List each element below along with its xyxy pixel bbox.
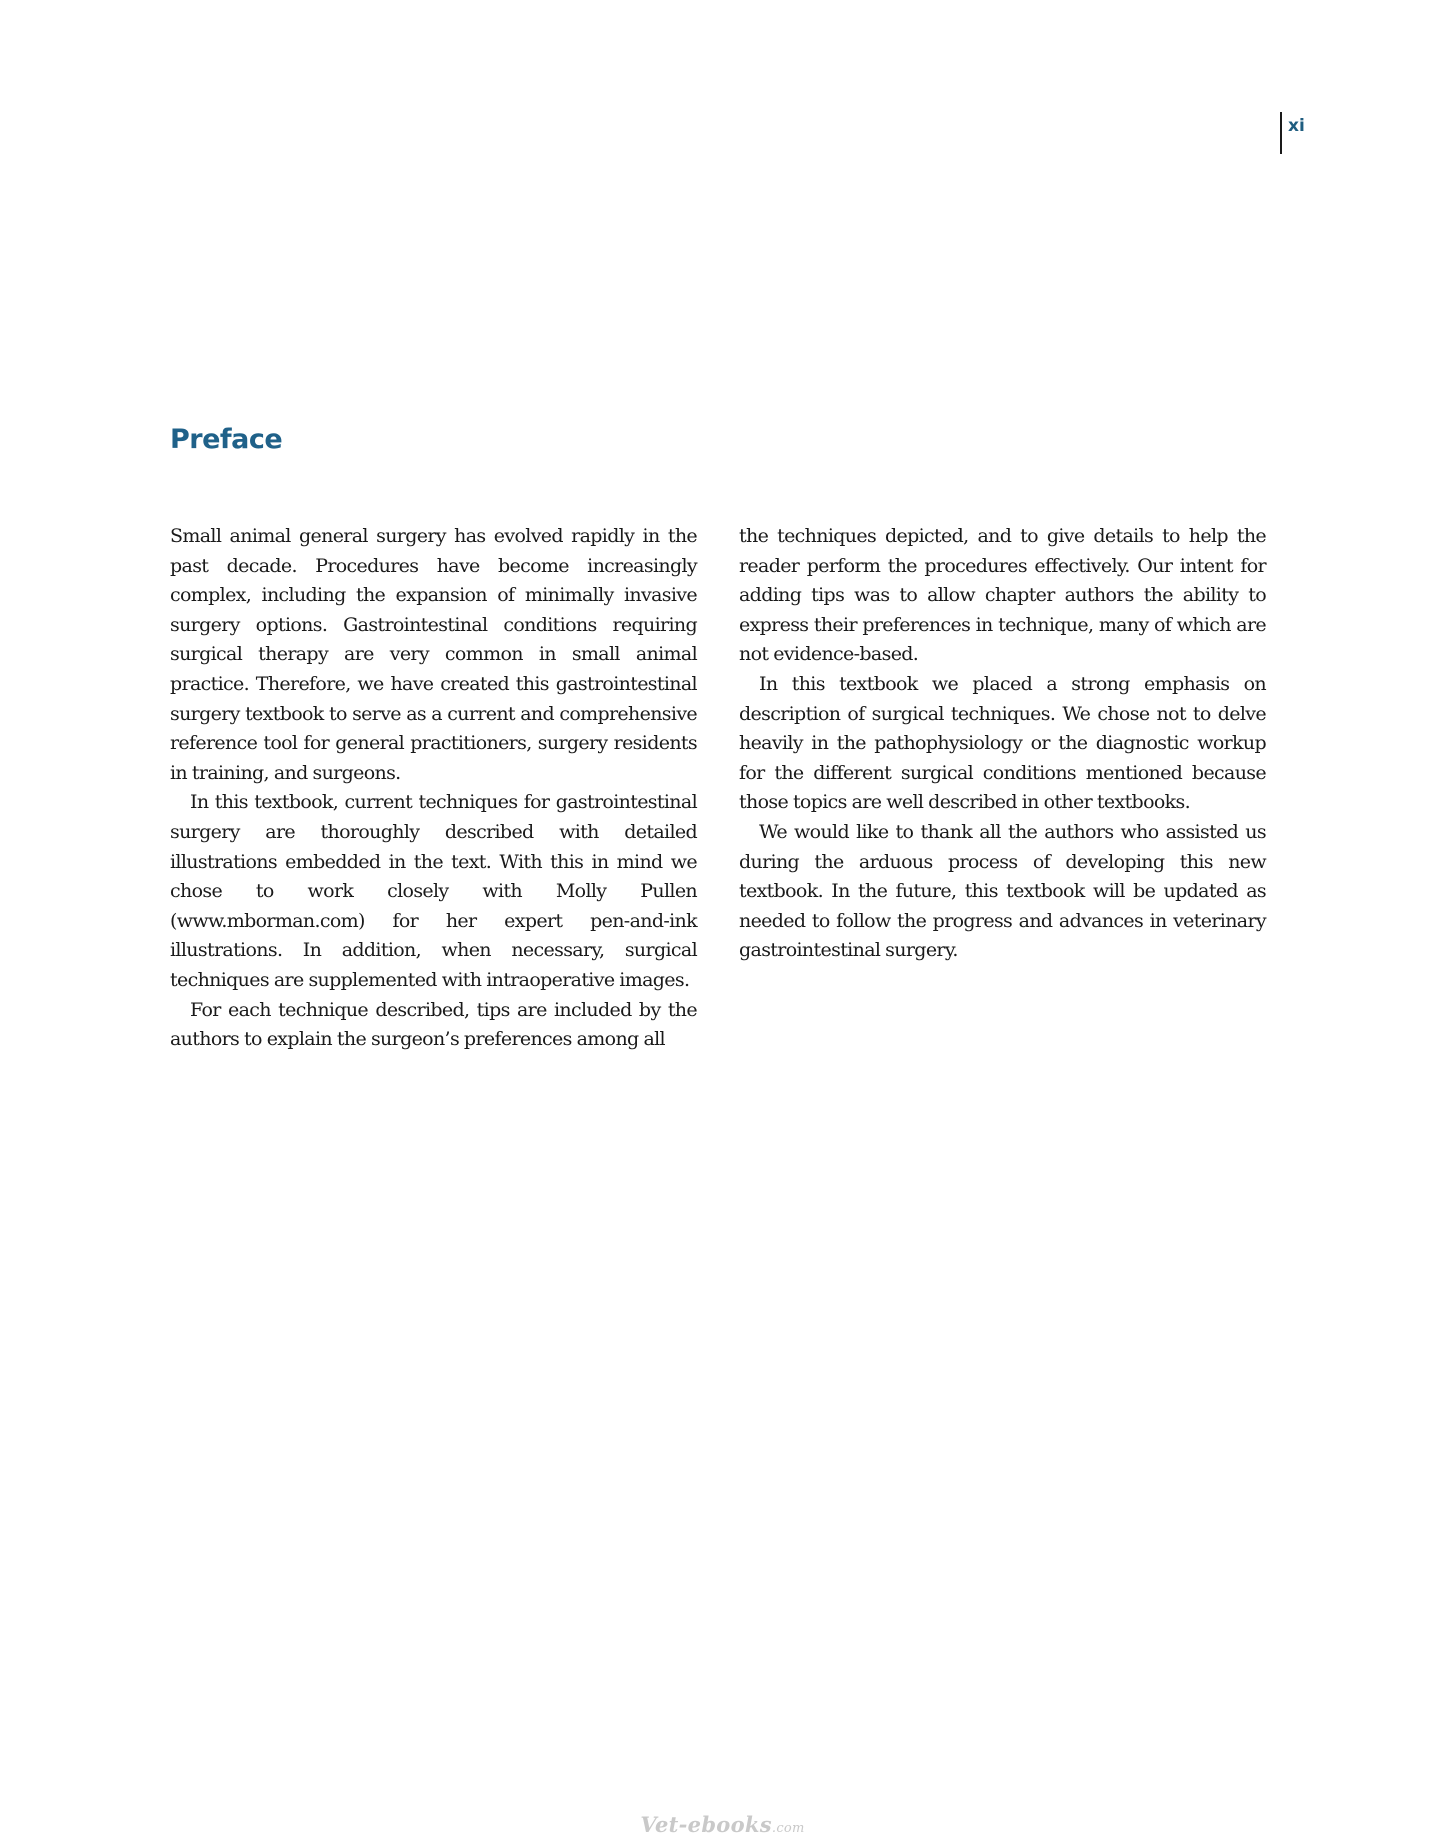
left-column: [170, 522, 697, 1055]
page-number: xi: [1288, 116, 1305, 136]
page-number-rule: [1280, 112, 1282, 154]
paragraph-left-3: For each technique described, tips are included by the authors to explain the surgeon’s preferences among all: [170, 998, 697, 1051]
watermark-logo: [0, 1812, 1445, 1837]
watermark-suffix: .com: [771, 1821, 805, 1836]
paragraph-left-1: Small animal general surgery has evolved rapidly in the past decade. Procedures have become increasingly complex, including the expansion of minimally invasive surgery options. Gastrointestinal conditions requiring surgical therapy are very common in small animal practice. Therefore, we have created this gastrointestinal surgery textbook to serve as a current and comprehensive reference tool for general practitioners, surgery residents in training, and surgeons.: [170, 525, 697, 784]
paragraph-right-2: In this textbook we placed a strong emphasis on description of surgical techniques. We chose not to delve heavily in the pathophysiology or the diagnostic workup for the different surgical conditions mentioned because those topics are well described in other textbooks.: [739, 672, 1266, 814]
paragraph-right-3: We would like to thank all the authors who assisted us during the arduous process of developing this new textbook. In the future, this textbook will be updated as needed to follow the progress and advances in veterinary gastrointestinal surgery.: [739, 820, 1266, 962]
page-title: Preface: [170, 424, 283, 455]
watermark-text: Vet-ebooks: [640, 1812, 772, 1837]
paragraph-right-1: the techniques depicted, and to give details to help the reader perform the procedures effectively. Our intent for adding tips was to allow chapter authors the ability to express their preferences in technique, many of which are not evidence-based.: [739, 525, 1266, 666]
right-column: [739, 522, 1266, 966]
paragraph-left-2: In this textbook, current techniques for gastrointestinal surgery are thoroughly described with detailed illustrations embedded in the text. With this in mind we chose to work closely with Molly Pullen (www.mborman.com) for her expert pen-and-ink illustrations. In addition, when necessary, surgical techniques are supplemented with intraoperative images.: [170, 791, 697, 991]
